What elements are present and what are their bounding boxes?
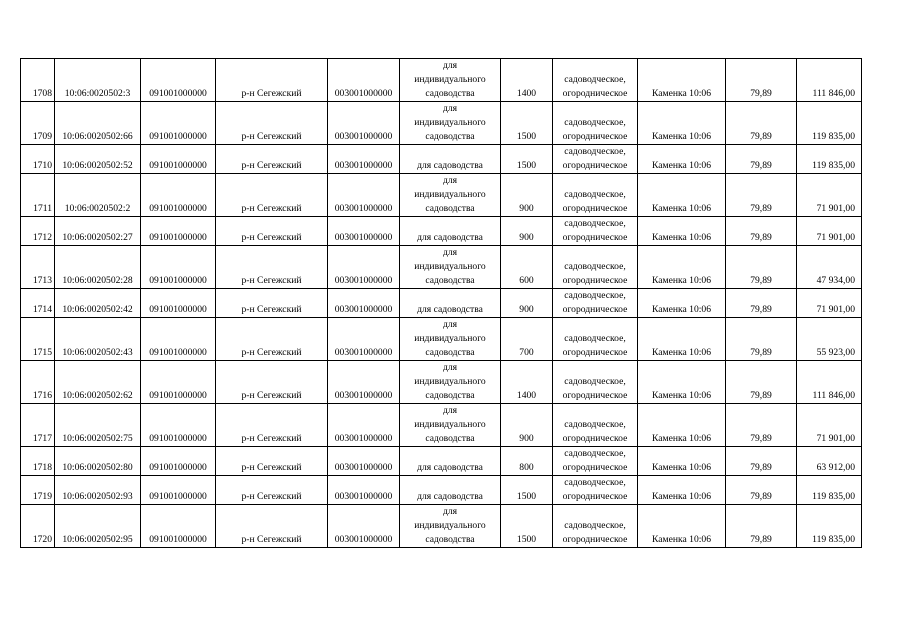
land-category-cell [553, 246, 638, 289]
group-code-cell: 003001000000 [328, 102, 400, 145]
cadastral-zone-cell: Каменка 10:06 [638, 217, 726, 246]
row-number-cell: 1719 [21, 476, 55, 505]
oktmo-code-cell: 091001000000 [141, 318, 216, 361]
permitted-use-cell [400, 59, 501, 102]
oktmo-code-cell: 091001000000 [141, 476, 216, 505]
cadastral-number-cell: 10:06:0020502:28 [55, 246, 141, 289]
group-code-cell: 003001000000 [328, 246, 400, 289]
cadastral-number-cell: 10:06:0020502:2 [55, 174, 141, 217]
row-number-cell: 1710 [21, 145, 55, 174]
land-area-cell: 1500 [501, 145, 553, 174]
land-category-cell [553, 447, 638, 476]
cadastral-value-cell: 119 835,00 [797, 102, 862, 145]
land-category-line: садоводческое, [564, 117, 626, 128]
land-category-line: садоводческое, [564, 218, 626, 229]
cadastral-number-cell: 10:06:0020502:42 [55, 289, 141, 318]
cadastral-zone-cell: Каменка 10:06 [638, 404, 726, 447]
land-category-cell [553, 145, 638, 174]
cadastral-value-cell: 119 835,00 [797, 145, 862, 174]
land-category-line: садоводческое, [564, 376, 626, 387]
cadastral-number-cell: 10:06:0020502:43 [55, 318, 141, 361]
cadastral-value-cell: 71 901,00 [797, 289, 862, 318]
table-row [21, 289, 862, 318]
specific-value-cell: 79,89 [726, 404, 797, 447]
permitted-use-line: для садоводства [417, 491, 483, 502]
permitted-use-line: индивидуального [414, 520, 486, 531]
oktmo-code-cell: 091001000000 [141, 246, 216, 289]
table-row [21, 361, 862, 404]
permitted-use-line: садоводства [425, 347, 475, 358]
group-code-cell: 003001000000 [328, 217, 400, 246]
table-row [21, 404, 862, 447]
district-name-cell: р-н Сегежский [216, 289, 328, 318]
cadastral-number-cell: 10:06:0020502:27 [55, 217, 141, 246]
cadastral-number-cell: 10:06:0020502:80 [55, 447, 141, 476]
specific-value-cell: 79,89 [726, 447, 797, 476]
cadastral-zone-cell: Каменка 10:06 [638, 59, 726, 102]
cadastral-value-cell: 119 835,00 [797, 505, 862, 548]
land-area-cell: 900 [501, 217, 553, 246]
specific-value-cell: 79,89 [726, 505, 797, 548]
land-area-cell: 900 [501, 174, 553, 217]
permitted-use-cell [400, 217, 501, 246]
table-row [21, 505, 862, 548]
land-category-line: огородническое [562, 131, 628, 142]
permitted-use-cell [400, 174, 501, 217]
cadastral-zone-cell: Каменка 10:06 [638, 361, 726, 404]
land-category-cell [553, 102, 638, 145]
group-code-cell: 003001000000 [328, 505, 400, 548]
cadastral-number-cell: 10:06:0020502:66 [55, 102, 141, 145]
land-category-line: садоводческое, [564, 333, 626, 344]
oktmo-code-cell: 091001000000 [141, 361, 216, 404]
district-name-cell: р-н Сегежский [216, 361, 328, 404]
row-number-cell: 1718 [21, 447, 55, 476]
permitted-use-line: для [442, 362, 458, 373]
oktmo-code-cell: 091001000000 [141, 447, 216, 476]
group-code-cell: 003001000000 [328, 404, 400, 447]
cadastral-value-cell: 71 901,00 [797, 404, 862, 447]
table-row [21, 476, 862, 505]
permitted-use-line: индивидуального [414, 74, 486, 85]
permitted-use-cell [400, 246, 501, 289]
row-number-cell: 1715 [21, 318, 55, 361]
table-row [21, 102, 862, 145]
cadastral-value-cell: 119 835,00 [797, 476, 862, 505]
cadastral-number-cell: 10:06:0020502:3 [55, 59, 141, 102]
cadastral-zone-cell: Каменка 10:06 [638, 447, 726, 476]
cadastral-zone-cell: Каменка 10:06 [638, 318, 726, 361]
district-name-cell: р-н Сегежский [216, 59, 328, 102]
land-category-cell [553, 318, 638, 361]
cadastral-zone-cell: Каменка 10:06 [638, 174, 726, 217]
specific-value-cell: 79,89 [726, 145, 797, 174]
oktmo-code-cell: 091001000000 [141, 289, 216, 318]
district-name-cell: р-н Сегежский [216, 318, 328, 361]
row-number-cell: 1720 [21, 505, 55, 548]
cadastral-value-table [20, 58, 862, 548]
permitted-use-cell [400, 505, 501, 548]
permitted-use-line: индивидуального [414, 376, 486, 387]
permitted-use-line: индивидуального [414, 333, 486, 344]
group-code-cell: 003001000000 [328, 318, 400, 361]
specific-value-cell: 79,89 [726, 102, 797, 145]
land-category-line: огородническое [562, 232, 628, 243]
land-category-line: садоводческое, [564, 189, 626, 200]
district-name-cell: р-н Сегежский [216, 102, 328, 145]
table-row [21, 447, 862, 476]
specific-value-cell: 79,89 [726, 289, 797, 318]
permitted-use-line: садоводства [425, 88, 475, 99]
oktmo-code-cell: 091001000000 [141, 217, 216, 246]
group-code-cell: 003001000000 [328, 145, 400, 174]
row-number-cell: 1714 [21, 289, 55, 318]
permitted-use-line: садоводства [425, 275, 475, 286]
cadastral-zone-cell: Каменка 10:06 [638, 505, 726, 548]
permitted-use-line: индивидуального [414, 189, 486, 200]
specific-value-cell: 79,89 [726, 361, 797, 404]
land-category-line: садоводческое, [564, 419, 626, 430]
land-area-cell: 900 [501, 404, 553, 447]
cadastral-zone-cell: Каменка 10:06 [638, 102, 726, 145]
permitted-use-line: индивидуального [414, 419, 486, 430]
permitted-use-cell [400, 361, 501, 404]
permitted-use-line: индивидуального [414, 117, 486, 128]
land-category-line: огородническое [562, 462, 628, 473]
land-category-cell [553, 505, 638, 548]
permitted-use-line: садоводства [425, 203, 475, 214]
cadastral-number-cell: 10:06:0020502:52 [55, 145, 141, 174]
land-category-line: садоводческое, [564, 448, 626, 459]
land-area-cell: 1500 [501, 505, 553, 548]
oktmo-code-cell: 091001000000 [141, 174, 216, 217]
cadastral-zone-cell: Каменка 10:06 [638, 145, 726, 174]
permitted-use-cell [400, 289, 501, 318]
group-code-cell: 003001000000 [328, 289, 400, 318]
table-row [21, 318, 862, 361]
row-number-cell: 1711 [21, 174, 55, 217]
specific-value-cell: 79,89 [726, 246, 797, 289]
permitted-use-line: для садоводства [417, 232, 483, 243]
cadastral-value-cell: 111 846,00 [797, 59, 862, 102]
land-area-cell: 900 [501, 289, 553, 318]
oktmo-code-cell: 091001000000 [141, 59, 216, 102]
land-area-cell: 1500 [501, 102, 553, 145]
permitted-use-line: для садоводства [417, 304, 483, 315]
table-row [21, 145, 862, 174]
specific-value-cell: 79,89 [726, 59, 797, 102]
row-number-cell: 1717 [21, 404, 55, 447]
permitted-use-line: для [442, 405, 458, 416]
cadastral-number-cell: 10:06:0020502:93 [55, 476, 141, 505]
group-code-cell: 003001000000 [328, 476, 400, 505]
permitted-use-cell [400, 447, 501, 476]
land-category-line: огородническое [562, 433, 628, 444]
row-number-cell: 1712 [21, 217, 55, 246]
permitted-use-line: для [442, 319, 458, 330]
land-category-line: огородническое [562, 304, 628, 315]
permitted-use-line: садоводства [425, 131, 475, 142]
land-category-line: огородническое [562, 347, 628, 358]
table-row [21, 174, 862, 217]
permitted-use-line: для [442, 103, 458, 114]
oktmo-code-cell: 091001000000 [141, 404, 216, 447]
permitted-use-cell [400, 476, 501, 505]
table-body [21, 59, 862, 548]
oktmo-code-cell: 091001000000 [141, 102, 216, 145]
land-category-line: огородническое [562, 275, 628, 286]
permitted-use-line: для [442, 247, 458, 258]
permitted-use-cell [400, 404, 501, 447]
district-name-cell: р-н Сегежский [216, 505, 328, 548]
land-category-line: садоводческое, [564, 477, 626, 488]
cadastral-value-cell: 71 901,00 [797, 217, 862, 246]
land-area-cell: 1500 [501, 476, 553, 505]
district-name-cell: р-н Сегежский [216, 145, 328, 174]
permitted-use-line: для [442, 175, 458, 186]
land-category-cell [553, 59, 638, 102]
district-name-cell: р-н Сегежский [216, 246, 328, 289]
cadastral-value-cell: 63 912,00 [797, 447, 862, 476]
land-category-cell [553, 476, 638, 505]
specific-value-cell: 79,89 [726, 318, 797, 361]
cadastral-zone-cell: Каменка 10:06 [638, 289, 726, 318]
row-number-cell: 1709 [21, 102, 55, 145]
table-row [21, 246, 862, 289]
cadastral-number-cell: 10:06:0020502:75 [55, 404, 141, 447]
group-code-cell: 003001000000 [328, 447, 400, 476]
permitted-use-line: индивидуального [414, 261, 486, 272]
permitted-use-cell [400, 102, 501, 145]
permitted-use-line: садоводства [425, 433, 475, 444]
table-row [21, 217, 862, 246]
specific-value-cell: 79,89 [726, 476, 797, 505]
cadastral-number-cell: 10:06:0020502:95 [55, 505, 141, 548]
group-code-cell: 003001000000 [328, 174, 400, 217]
land-category-cell [553, 404, 638, 447]
land-category-cell [553, 174, 638, 217]
land-area-cell: 800 [501, 447, 553, 476]
land-category-line: садоводческое, [564, 146, 626, 157]
group-code-cell: 003001000000 [328, 361, 400, 404]
permitted-use-line: для [442, 60, 458, 71]
land-category-line: садоводческое, [564, 261, 626, 272]
land-category-line: огородническое [562, 88, 628, 99]
land-area-cell: 1400 [501, 361, 553, 404]
land-category-cell [553, 289, 638, 318]
land-category-line: огородническое [562, 203, 628, 214]
district-name-cell: р-н Сегежский [216, 174, 328, 217]
cadastral-value-cell: 55 923,00 [797, 318, 862, 361]
cadastral-value-cell: 111 846,00 [797, 361, 862, 404]
permitted-use-cell [400, 145, 501, 174]
land-category-line: огородническое [562, 491, 628, 502]
land-category-line: огородническое [562, 160, 628, 171]
oktmo-code-cell: 091001000000 [141, 145, 216, 174]
permitted-use-line: садоводства [425, 534, 475, 545]
row-number-cell: 1708 [21, 59, 55, 102]
land-category-line: садоводческое, [564, 74, 626, 85]
row-number-cell: 1716 [21, 361, 55, 404]
land-area-cell: 700 [501, 318, 553, 361]
permitted-use-line: садоводства [425, 390, 475, 401]
permitted-use-line: для садоводства [417, 160, 483, 171]
cadastral-value-cell: 47 934,00 [797, 246, 862, 289]
permitted-use-line: для садоводства [417, 462, 483, 473]
permitted-use-line: для [442, 506, 458, 517]
district-name-cell: р-н Сегежский [216, 447, 328, 476]
district-name-cell: р-н Сегежский [216, 404, 328, 447]
cadastral-zone-cell: Каменка 10:06 [638, 246, 726, 289]
district-name-cell: р-н Сегежский [216, 217, 328, 246]
cadastral-zone-cell: Каменка 10:06 [638, 476, 726, 505]
cadastral-value-cell: 71 901,00 [797, 174, 862, 217]
land-category-cell [553, 217, 638, 246]
district-name-cell: р-н Сегежский [216, 476, 328, 505]
specific-value-cell: 79,89 [726, 217, 797, 246]
land-category-line: садоводческое, [564, 290, 626, 301]
land-category-line: садоводческое, [564, 520, 626, 531]
land-category-line: огородническое [562, 390, 628, 401]
specific-value-cell: 79,89 [726, 174, 797, 217]
group-code-cell: 003001000000 [328, 59, 400, 102]
land-area-cell: 600 [501, 246, 553, 289]
table-row [21, 59, 862, 102]
oktmo-code-cell: 091001000000 [141, 505, 216, 548]
row-number-cell: 1713 [21, 246, 55, 289]
land-area-cell: 1400 [501, 59, 553, 102]
land-category-cell [553, 361, 638, 404]
permitted-use-cell [400, 318, 501, 361]
land-category-line: огородническое [562, 534, 628, 545]
cadastral-number-cell: 10:06:0020502:62 [55, 361, 141, 404]
